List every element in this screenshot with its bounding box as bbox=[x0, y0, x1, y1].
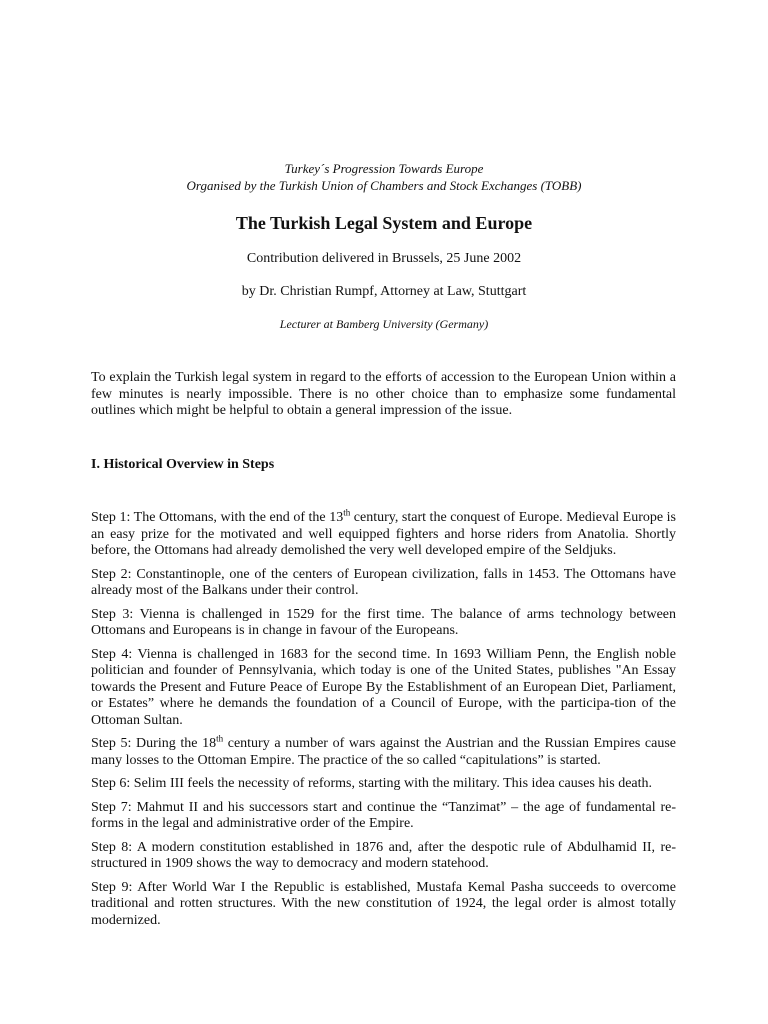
organiser-line: Organised by the Turkish Union of Chambers and Stock Exchanges (TOBB) bbox=[186, 178, 582, 193]
step-8: Step 8: A modern constitution established in 1876 and, after the despotic rule of Abdulhamid II, re-structured in 1909 shows the way to democracy and modern statehood. bbox=[91, 839, 676, 871]
step-6: Step 6: Selim III feels the necessity of reforms, starting with the military. This idea causes his death. bbox=[91, 776, 653, 791]
step-5-text-a: Step 5: During the 18 bbox=[91, 736, 217, 751]
step-4: Step 4: Vienna is challenged in 1683 for the second time. In 1693 William Penn, the English noble politician and founder of Pennsylvania, which today is one of the United States, publishes "An Essay towards the Present and Future Peace of Europe By the Establishment of an European Diet, Parliament, or Estates” where he demands the foundation of a Council of Europe, with the participa-tion of the Ottoman Sultan. bbox=[91, 646, 676, 728]
step-1-text-a: Step 1: The Ottomans, with the end of the 13 bbox=[91, 510, 344, 525]
step-2: Step 2: Constantinople, one of the centers of European civilization, falls in 1453. The Ottomans have already most of the Balkans under their control. bbox=[91, 566, 676, 598]
document-subtitle: Contribution delivered in Brussels, 25 June 2002 bbox=[246, 251, 522, 266]
steps-list bbox=[91, 507, 677, 936]
intro-paragraph: To explain the Turkish legal system in regard to the efforts of accession to the European Union within a few minutes is nearly impossible. There is no other choice than to emphasize some fundamental outlines which might be helpful to obtain a general impression of the issue. bbox=[91, 370, 676, 418]
step-9: Step 9: After World War I the Republic is established, Mustafa Kemal Pasha succeeds to overcome traditional and rotten structures. With the new constitution of 1924, the legal order is almost totally modernized. bbox=[91, 879, 676, 928]
step-1-superscript: th bbox=[343, 507, 351, 518]
step-5-text-b: century a number of wars against the Austrian and the Russian Empires cause many losses to the Ottoman Empire. The practice of the so called “capitulations” is started. bbox=[91, 736, 677, 768]
section-heading: I. Historical Overview in Steps bbox=[91, 457, 275, 472]
step-1-text-b: century, start the conquest of Europe. Medieval Europe is an easy prize for the motivated and well equipped fighters and horse riders from Anatolia. Shortly before, the Ottomans had already demolished the very well developed empire of the Seldjuks. bbox=[91, 510, 676, 558]
step-3: Step 3: Vienna is challenged in 1529 for the first time. The balance of arms technology between Ottomans and Europeans is in change in favour of the Europeans. bbox=[91, 606, 676, 638]
step-7: Step 7: Mahmut II and his successors start and continue the “Tanzimat” – the age of fundamental re-forms in the legal and administrative order of the Empire. bbox=[91, 799, 676, 831]
author-affiliation: Lecturer at Bamberg University (Germany) bbox=[279, 317, 489, 331]
author-line: by Dr. Christian Rumpf, Attorney at Law, Stuttgart bbox=[241, 284, 527, 299]
step-5 bbox=[91, 733, 677, 769]
step-5-superscript: th bbox=[216, 733, 224, 744]
step-1 bbox=[91, 507, 676, 560]
series-title: Turkey´s Progression Towards Europe bbox=[284, 161, 484, 176]
document-title: The Turkish Legal System and Europe bbox=[235, 213, 533, 233]
